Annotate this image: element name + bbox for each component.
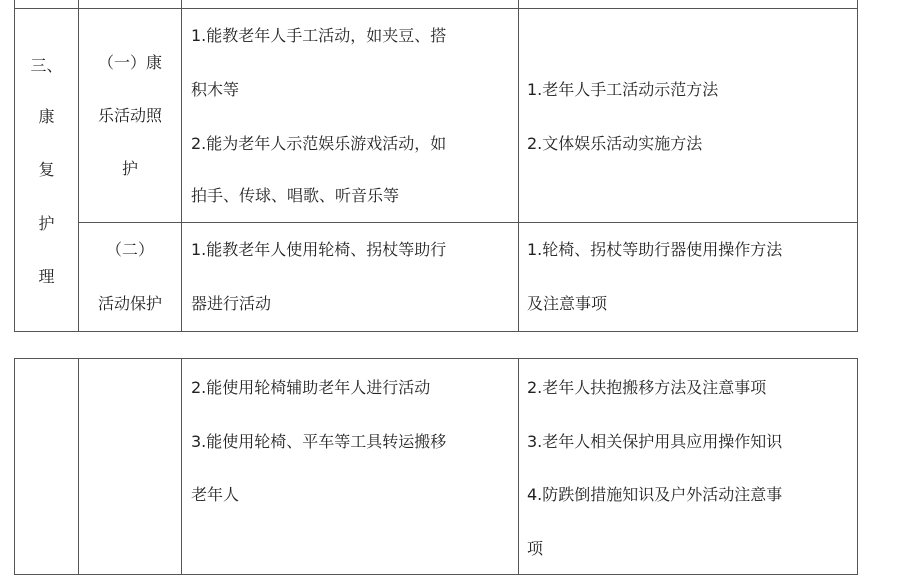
subcategory-cell-text: （二） (105, 240, 154, 259)
skills-cell-text: 老年人 (191, 485, 240, 504)
table-row-divider (78, 222, 858, 223)
table-column-divider (518, 358, 519, 575)
category-cell-text: 复 (38, 160, 55, 179)
category-cell-text: 三、 (30, 56, 63, 75)
skills-cell-text: 1.能教老年人使用轮椅、拐杖等助行 (191, 240, 447, 259)
skills-cell-text: 3.能使用轮椅、平车等工具转运搬移 (191, 432, 447, 451)
skills-cell-text: 2.能为老年人示范娱乐游戏活动，如 (191, 134, 447, 153)
skills-cell-text: 拍手、传球、唱歌、听音乐等 (191, 186, 400, 205)
table-border (857, 358, 858, 575)
knowledge-cell-text: 4.防跌倒措施知识及户外活动注意事 (527, 485, 783, 504)
table-border (14, 358, 858, 359)
skills-cell-text: 1.能教老年人手工活动，如夹豆、搭 (191, 26, 447, 45)
category-cell-text: 理 (38, 267, 55, 286)
knowledge-cell-text: 2.文体娱乐活动实施方法 (527, 134, 703, 153)
knowledge-cell-text: 及注意事项 (527, 294, 608, 313)
skills-cell-text: 积木等 (191, 80, 240, 99)
table-border (14, 8, 858, 9)
subcategory-cell-text: （一）康 (97, 53, 162, 72)
category-cell-text: 康 (38, 107, 55, 126)
table-column-divider (78, 358, 79, 575)
table-column-divider (518, 0, 519, 332)
knowledge-cell-text: 1.老年人手工活动示范方法 (527, 80, 719, 99)
subcategory-cell-text: 乐活动照 (97, 106, 162, 125)
subcategory-cell-text: 护 (121, 159, 138, 178)
skills-cell-text: 器进行活动 (191, 294, 272, 313)
knowledge-cell-text: 1.轮椅、拐杖等助行器使用操作方法 (527, 240, 783, 259)
table-border (857, 0, 858, 332)
table-border (14, 331, 858, 332)
subcategory-cell-text: 活动保护 (97, 294, 162, 313)
skills-cell-text: 2.能使用轮椅辅助老年人进行活动 (191, 378, 431, 397)
knowledge-cell-text: 3.老年人相关保护用具应用操作知识 (527, 432, 783, 451)
table-border (14, 574, 858, 575)
knowledge-cell-text: 2.老年人扶抱搬移方法及注意事项 (527, 378, 767, 397)
category-cell-text: 护 (38, 214, 55, 233)
table-column-divider (181, 0, 182, 332)
table-column-divider (181, 358, 182, 575)
table-border (14, 358, 15, 575)
knowledge-cell-text: 项 (527, 539, 544, 558)
